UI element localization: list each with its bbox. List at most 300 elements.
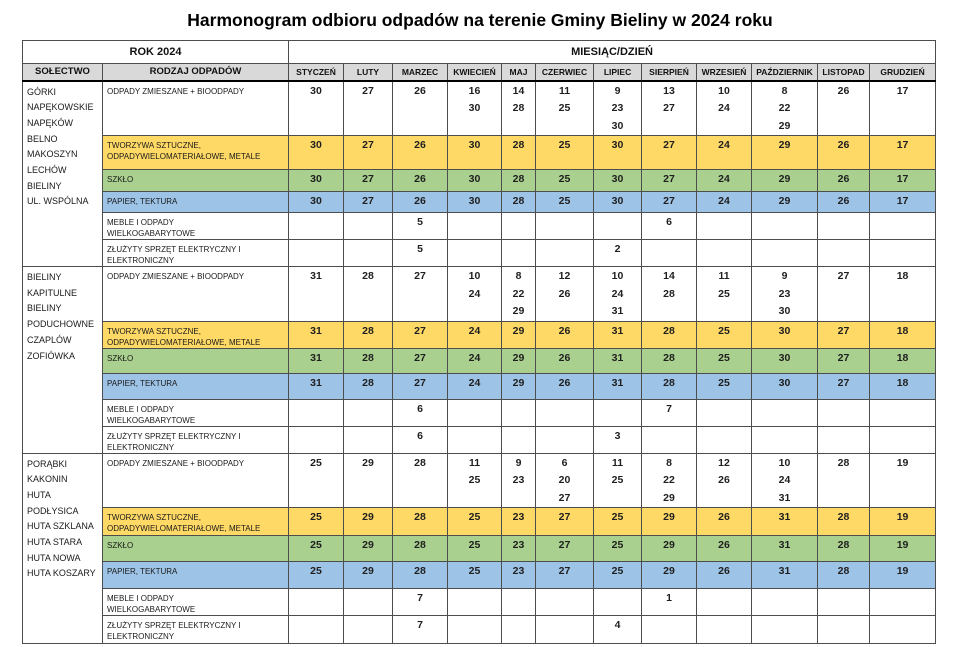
waste-type-label: ODPADY ZMIESZANE + BIOODPADY — [103, 267, 289, 322]
schedule-cell — [594, 240, 642, 267]
schedule-cell — [289, 562, 344, 589]
schedule-cell — [697, 399, 752, 426]
day-value: 25 — [558, 102, 571, 114]
column-header-month: LIPIEC — [594, 64, 642, 81]
schedule-cell — [818, 453, 870, 508]
schedule-cell — [642, 536, 697, 562]
day-value: 27 — [362, 139, 374, 151]
schedule-cell — [752, 453, 818, 508]
schedule-cell — [289, 616, 344, 644]
column-header-month: MARZEC — [393, 64, 448, 81]
day-value: 24 — [468, 376, 481, 389]
schedule-cell — [870, 399, 936, 426]
day-value: 26 — [837, 84, 850, 97]
day-value: 31 — [310, 270, 322, 282]
day-value: 28 — [512, 102, 525, 114]
day-value: 14 — [512, 84, 525, 97]
schedule-cell — [393, 240, 448, 267]
schedule-cell — [289, 136, 344, 170]
schedule-cell — [344, 81, 393, 136]
village-name: HUTA NOWA — [27, 552, 81, 563]
day-value: 26 — [837, 139, 850, 151]
schedule-cell — [344, 589, 393, 616]
village-name: HUTA KOSZARY — [27, 568, 96, 579]
schedule-cell — [536, 616, 594, 644]
day-value: 25 — [468, 511, 481, 523]
day-value: 25 — [310, 539, 322, 551]
schedule-cell — [818, 240, 870, 267]
schedule-cell — [344, 192, 393, 213]
schedule-cell — [870, 192, 936, 213]
schedule-row — [23, 426, 936, 453]
schedule-cell — [502, 170, 536, 192]
day-value: 18 — [896, 376, 909, 389]
schedule-cell — [536, 426, 594, 453]
day-value: 26 — [718, 539, 730, 551]
schedule-cell — [818, 373, 870, 399]
day-value: 22 — [512, 287, 525, 300]
day-value: 28 — [512, 173, 525, 185]
day-value: 24 — [611, 287, 624, 300]
day-value: 28 — [837, 539, 850, 551]
schedule-cell — [870, 426, 936, 453]
schedule-cell — [393, 616, 448, 644]
day-value: 17 — [896, 195, 909, 207]
schedule-cell — [448, 426, 502, 453]
column-header-month: KWIECIEŃ — [448, 64, 502, 81]
village-name: BIELINY — [27, 272, 62, 282]
village-name: LECHÓW — [27, 165, 67, 176]
waste-type-label: MEBLE I ODPADY WIELKOGABARYTOWE — [103, 399, 289, 426]
schedule-cell — [393, 348, 448, 373]
day-value: 4 — [614, 619, 621, 631]
day-value: 30 — [611, 195, 624, 207]
day-value: 22 — [663, 474, 675, 486]
day-value: 29 — [512, 324, 525, 337]
village-name: PODŁYSICA — [27, 505, 79, 516]
day-value: 31 — [310, 324, 322, 337]
day-value: 29 — [663, 511, 675, 523]
schedule-cell — [594, 373, 642, 399]
schedule-cell — [536, 589, 594, 616]
schedule-cell — [642, 508, 697, 536]
schedule-cell — [642, 213, 697, 240]
schedule-cell — [818, 348, 870, 373]
day-value: 29 — [778, 119, 791, 132]
schedule-cell — [536, 453, 594, 508]
schedule-cell — [752, 192, 818, 213]
schedule-cell — [448, 536, 502, 562]
day-value: 28 — [837, 565, 850, 577]
schedule-cell — [870, 240, 936, 267]
schedule-cell — [393, 426, 448, 453]
day-value: 28 — [414, 456, 426, 469]
day-value: 28 — [663, 324, 675, 337]
schedule-cell — [393, 321, 448, 348]
day-value: 25 — [310, 511, 322, 523]
schedule-cell — [448, 192, 502, 213]
village-name: KAKONIN — [27, 474, 68, 485]
waste-type-label: SZKŁO — [103, 536, 289, 562]
schedule-cell — [289, 348, 344, 373]
schedule-row — [23, 399, 936, 426]
schedule-cell — [752, 426, 818, 453]
day-value: 24 — [468, 351, 481, 364]
schedule-body — [23, 81, 936, 644]
day-value: 16 — [468, 84, 481, 97]
waste-type-label: PAPIER, TEKTURA — [103, 373, 289, 399]
day-value: 27 — [663, 173, 675, 185]
day-value: 11 — [468, 456, 481, 469]
day-value: 25 — [310, 456, 322, 469]
schedule-cell — [289, 213, 344, 240]
schedule-cell — [870, 213, 936, 240]
schedule-cell — [594, 426, 642, 453]
day-value: 30 — [468, 102, 481, 114]
day-value: 30 — [778, 324, 791, 337]
village-name: HUTA — [27, 489, 51, 500]
day-value: 25 — [611, 511, 624, 523]
day-value: 29 — [778, 173, 791, 185]
schedule-cell — [536, 240, 594, 267]
day-value: 25 — [718, 351, 730, 364]
schedule-cell — [642, 240, 697, 267]
day-value: 26 — [718, 474, 730, 486]
day-value: 25 — [468, 474, 481, 486]
column-header-solectwo: SOŁECTWO — [23, 64, 103, 81]
day-value: 27 — [837, 376, 850, 389]
day-value: 29 — [362, 456, 374, 469]
day-value: 29 — [512, 376, 525, 389]
schedule-cell — [344, 321, 393, 348]
schedule-cell — [448, 170, 502, 192]
schedule-cell — [502, 562, 536, 589]
schedule-cell — [642, 453, 697, 508]
schedule-cell — [536, 81, 594, 136]
schedule-cell — [393, 508, 448, 536]
schedule-cell — [502, 267, 536, 322]
day-value: 27 — [414, 270, 426, 282]
day-value: 31 — [310, 376, 322, 389]
day-value: 27 — [558, 565, 571, 577]
day-value: 25 — [468, 539, 481, 551]
schedule-cell — [697, 348, 752, 373]
schedule-cell — [393, 267, 448, 322]
schedule-cell — [870, 589, 936, 616]
schedule-cell — [697, 136, 752, 170]
schedule-cell — [502, 536, 536, 562]
day-value: 19 — [896, 456, 909, 469]
day-value: 10 — [611, 270, 624, 282]
day-value: 19 — [896, 565, 909, 577]
schedule-cell — [502, 213, 536, 240]
schedule-cell — [448, 81, 502, 136]
schedule-cell — [818, 136, 870, 170]
waste-type-label: MEBLE I ODPADY WIELKOGABARYTOWE — [103, 589, 289, 616]
schedule-cell — [642, 348, 697, 373]
day-value: 18 — [896, 324, 909, 337]
schedule-cell — [502, 240, 536, 267]
schedule-cell — [870, 562, 936, 589]
schedule-row — [23, 562, 936, 589]
day-value: 24 — [718, 173, 730, 185]
day-value: 29 — [663, 565, 675, 577]
schedule-cell — [697, 426, 752, 453]
day-value: 28 — [512, 195, 525, 207]
day-value: 27 — [558, 491, 571, 504]
day-value: 19 — [896, 511, 909, 523]
day-value: 26 — [414, 195, 426, 207]
day-value: 12 — [718, 456, 730, 469]
column-header-month: GRUDZIEŃ — [870, 64, 936, 81]
day-value: 6 — [666, 216, 672, 228]
day-value: 23 — [512, 474, 525, 486]
schedule-cell — [393, 213, 448, 240]
schedule-cell — [393, 170, 448, 192]
schedule-cell — [752, 536, 818, 562]
village-list — [23, 453, 103, 644]
waste-type-label: TWORZYWA SZTUCZNE, ODPADYWIELOMATERIAŁOWE, METALE — [103, 508, 289, 536]
schedule-cell — [594, 348, 642, 373]
day-value: 28 — [362, 270, 374, 282]
day-value: 10 — [778, 456, 791, 469]
schedule-row — [23, 616, 936, 644]
schedule-cell — [594, 589, 642, 616]
schedule-cell — [393, 136, 448, 170]
day-value: 30 — [611, 139, 624, 151]
day-value: 26 — [837, 195, 850, 207]
schedule-cell — [502, 399, 536, 426]
day-value: 18 — [896, 351, 909, 364]
schedule-table — [22, 40, 936, 644]
day-value: 13 — [663, 84, 675, 97]
schedule-cell — [502, 321, 536, 348]
day-value: 25 — [310, 565, 322, 577]
day-value: 7 — [417, 592, 423, 604]
month-day-header: MIESIĄC/DZIEŃ — [289, 41, 936, 64]
day-value: 24 — [718, 139, 730, 151]
day-value: 31 — [310, 351, 322, 364]
day-value: 29 — [663, 491, 675, 504]
schedule-cell — [502, 373, 536, 399]
day-value: 26 — [414, 139, 426, 151]
schedule-cell — [344, 373, 393, 399]
schedule-cell — [448, 213, 502, 240]
schedule-cell — [344, 399, 393, 426]
schedule-cell — [536, 267, 594, 322]
schedule-cell — [642, 426, 697, 453]
day-value: 30 — [778, 376, 791, 389]
day-value: 7 — [417, 619, 423, 631]
village-name: HUTA STARA — [27, 537, 83, 548]
day-value: 27 — [663, 195, 675, 207]
schedule-cell — [344, 170, 393, 192]
schedule-cell — [448, 348, 502, 373]
day-value: 27 — [663, 102, 675, 114]
day-value: 25 — [558, 139, 571, 151]
schedule-cell — [870, 536, 936, 562]
column-header-month: SIERPIEŃ — [642, 64, 697, 81]
schedule-cell — [393, 536, 448, 562]
day-value: 10 — [718, 84, 730, 97]
schedule-cell — [752, 348, 818, 373]
day-value: 31 — [778, 539, 791, 551]
schedule-cell — [502, 426, 536, 453]
day-value: 24 — [718, 102, 730, 114]
schedule-cell — [289, 192, 344, 213]
schedule-cell — [448, 589, 502, 616]
day-value: 6 — [561, 456, 568, 469]
column-header-rodzaj: RODZAJ ODPADÓW — [103, 64, 289, 81]
waste-type-label: PAPIER, TEKTURA — [103, 192, 289, 213]
schedule-cell — [697, 213, 752, 240]
column-header-month: STYCZEŃ — [289, 64, 344, 81]
day-value: 11 — [718, 270, 730, 282]
schedule-row — [23, 267, 936, 322]
day-value: 29 — [663, 539, 675, 551]
schedule-cell — [697, 192, 752, 213]
schedule-cell — [594, 399, 642, 426]
schedule-cell — [697, 562, 752, 589]
day-value: 1 — [666, 592, 672, 604]
schedule-row — [23, 508, 936, 536]
schedule-cell — [752, 616, 818, 644]
schedule-cell — [642, 192, 697, 213]
schedule-cell — [697, 508, 752, 536]
day-value: 27 — [837, 324, 850, 337]
day-value: 11 — [558, 84, 571, 97]
day-value: 27 — [362, 173, 374, 185]
schedule-cell — [393, 373, 448, 399]
day-value: 27 — [414, 324, 426, 337]
schedule-cell — [752, 136, 818, 170]
day-value: 8 — [515, 270, 522, 282]
day-value: 26 — [718, 565, 730, 577]
schedule-cell — [752, 321, 818, 348]
schedule-cell — [818, 192, 870, 213]
schedule-cell — [642, 81, 697, 136]
day-value: 28 — [663, 287, 675, 300]
schedule-row — [23, 536, 936, 562]
day-value: 30 — [778, 305, 791, 317]
day-value: 27 — [837, 270, 850, 282]
day-value: 12 — [558, 270, 571, 282]
schedule-cell — [697, 267, 752, 322]
village-name: ZOFIÓWKA — [27, 350, 75, 361]
schedule-cell — [594, 170, 642, 192]
schedule-cell — [502, 453, 536, 508]
schedule-row — [23, 170, 936, 192]
schedule-cell — [752, 373, 818, 399]
day-value: 30 — [468, 195, 481, 207]
schedule-cell — [448, 562, 502, 589]
village-list — [23, 81, 103, 267]
village-name: KAPITULNE — [27, 287, 78, 298]
day-value: 28 — [663, 351, 675, 364]
village-list — [23, 267, 103, 454]
schedule-cell — [594, 267, 642, 322]
waste-type-label: ZŁUŻYTY SPRZĘT ELEKTRYCZNY I ELEKTRONICZNY — [103, 616, 289, 644]
day-value: 23 — [778, 287, 791, 300]
village-name: PODUCHOWNE — [27, 319, 94, 330]
schedule-cell — [344, 536, 393, 562]
day-value: 25 — [558, 173, 571, 185]
schedule-cell — [697, 453, 752, 508]
day-value: 18 — [896, 270, 909, 282]
schedule-cell — [393, 589, 448, 616]
waste-type-label: TWORZYWA SZTUCZNE, ODPADYWIELOMATERIAŁOWE, METALE — [103, 136, 289, 170]
schedule-cell — [697, 240, 752, 267]
day-value: 10 — [468, 270, 481, 282]
schedule-cell — [502, 348, 536, 373]
village-name: GÓRKI — [27, 86, 57, 97]
day-value: 25 — [718, 324, 730, 337]
schedule-cell — [642, 616, 697, 644]
schedule-cell — [289, 508, 344, 536]
day-value: 22 — [778, 102, 791, 114]
page-title: Harmonogram odbioru odpadów na terenie Gminy Bieliny w 2024 roku — [187, 10, 773, 30]
schedule-cell — [344, 453, 393, 508]
column-header-month: PAŹDZIERNIK — [752, 64, 818, 81]
schedule-cell — [289, 373, 344, 399]
schedule-cell — [818, 536, 870, 562]
schedule-cell — [818, 589, 870, 616]
day-value: 26 — [414, 84, 426, 97]
day-value: 5 — [417, 243, 423, 255]
schedule-cell — [289, 399, 344, 426]
day-value: 9 — [781, 270, 788, 282]
schedule-cell — [393, 192, 448, 213]
day-value: 8 — [666, 456, 672, 469]
day-value: 28 — [414, 565, 426, 577]
schedule-cell — [870, 170, 936, 192]
schedule-cell — [697, 170, 752, 192]
schedule-row — [23, 213, 936, 240]
schedule-cell — [870, 508, 936, 536]
schedule-cell — [697, 536, 752, 562]
schedule-row — [23, 81, 936, 136]
schedule-cell — [697, 589, 752, 616]
schedule-cell — [818, 170, 870, 192]
day-value: 27 — [362, 195, 374, 207]
header-row-year — [23, 41, 936, 64]
schedule-cell — [818, 426, 870, 453]
schedule-cell — [536, 192, 594, 213]
day-value: 27 — [414, 351, 426, 364]
village-name: NAPĘKÓW — [27, 117, 74, 128]
schedule-cell — [594, 136, 642, 170]
schedule-cell — [448, 321, 502, 348]
day-value: 25 — [611, 474, 624, 486]
schedule-cell — [594, 536, 642, 562]
schedule-row — [23, 192, 936, 213]
day-value: 31 — [778, 491, 791, 504]
schedule-cell — [393, 399, 448, 426]
day-value: 27 — [837, 351, 850, 364]
day-value: 30 — [468, 139, 481, 151]
schedule-cell — [642, 170, 697, 192]
day-value: 30 — [468, 173, 481, 185]
schedule-cell — [344, 213, 393, 240]
schedule-cell — [870, 453, 936, 508]
day-value: 11 — [611, 456, 624, 469]
day-value: 28 — [362, 376, 374, 389]
day-value: 28 — [414, 511, 426, 523]
schedule-cell — [818, 616, 870, 644]
column-header-month: LISTOPAD — [818, 64, 870, 81]
schedule-cell — [502, 136, 536, 170]
day-value: 25 — [718, 287, 730, 300]
